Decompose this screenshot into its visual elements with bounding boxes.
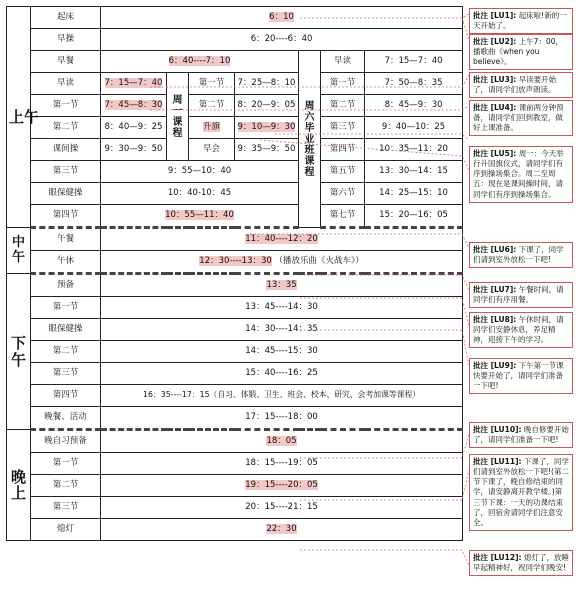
time-cell: 18：15----19：05 (101, 453, 463, 475)
row-label: 第一节 (31, 453, 101, 475)
table-row (7, 251, 463, 274)
row-label: 第四节 (31, 385, 101, 407)
saturday-label: 周六毕业班课程 (299, 51, 321, 228)
time-cell: 8：45—9：30 (365, 95, 463, 117)
row-label: 早读 (321, 51, 365, 73)
row-label: 第五节 (321, 161, 365, 183)
row-label: 早会 (189, 139, 235, 161)
time-cell: 19：15----20：05 (245, 479, 318, 490)
time-cell: 9：30—9：50 (101, 139, 167, 161)
table-row (7, 519, 463, 541)
time-cell: 9：55—10：40 (101, 161, 299, 183)
row-label: 第三节 (31, 363, 101, 385)
table-row (7, 51, 463, 73)
row-label: 午餐 (31, 228, 101, 251)
table-row (7, 475, 463, 497)
table-row (7, 407, 463, 430)
comment-box[interactable]: 批注 [LU5]: 周一：今天举行升国旗仪式，请同学们有序到操场集合。周二至周五：现在是课间操时间，请同学们有序到操场集合。 (469, 146, 573, 203)
row-label: 晚餐、活动 (31, 407, 101, 430)
time-cell: 11：40----12：20 (245, 233, 318, 244)
row-label: 第三节 (321, 117, 365, 139)
row-label: 第四节 (31, 205, 101, 228)
table-row (7, 73, 463, 95)
time-cell: 13：45----14：30 (101, 297, 463, 319)
table-row (7, 497, 463, 519)
time-cell: 8：20—9：05 (235, 95, 299, 117)
table-row (7, 274, 463, 297)
time-cell: 7：15—7：40 (104, 77, 163, 88)
row-label: 第四节 (321, 139, 365, 161)
comment-box[interactable]: 批注 [LU1]: 起床啦!新的一天开始了。 (469, 8, 573, 34)
time-cell: 7：25—8：10 (235, 73, 299, 95)
period-evening: 晚上 (7, 430, 31, 541)
row-label: 第二节 (31, 341, 101, 363)
comment-box[interactable]: 批注 [LU7]: 午餐时间，请同学们有序用餐。 (469, 282, 573, 308)
table-row (7, 183, 463, 205)
table-row (7, 453, 463, 475)
time-cell: 7：15—7：40 (365, 51, 463, 73)
row-label: 第二节 (31, 475, 101, 497)
comment-box[interactable]: 批注 [LU12]: 熄灯了，放睡早起精神好，祝同学们晚安! (469, 550, 573, 576)
row-label: 第三节 (31, 497, 101, 519)
row-label: 眼保健操 (31, 183, 101, 205)
row-label: 早餐 (31, 51, 101, 73)
time-cell: 14：30----14：35 (101, 319, 463, 341)
row-label: 第二节 (189, 95, 235, 117)
time-cell: 17：15----18：00 (101, 407, 463, 430)
table-row (7, 161, 463, 183)
time-cell: 22：30 (266, 523, 297, 534)
row-label: 预备 (31, 274, 101, 297)
time-cell: 15：40----16：25 (101, 363, 463, 385)
comment-box[interactable]: 批注 [LU8]: 午休时间，请同学们安静休息，养足精神，迎接下午的学习。 (469, 312, 573, 348)
time-cell: 9：35—9：50 (235, 139, 299, 161)
time-cell: 6：10 (269, 11, 294, 22)
row-label: 课间操 (31, 139, 101, 161)
table-row (7, 297, 463, 319)
table-row (7, 95, 463, 117)
comment-box[interactable]: 批注 [LU2]: 上午7：00，播歌曲《when you believe》。 (469, 34, 573, 70)
row-label: 第六节 (321, 183, 365, 205)
table-row (7, 319, 463, 341)
table-row (7, 29, 463, 51)
time-cell: 8：40—9：25 (101, 117, 167, 139)
time-cell: 7：45—8：30 (104, 99, 163, 110)
period-morning: 上午 (7, 7, 31, 228)
time-cell: 12：30----13：30 (199, 255, 272, 266)
time-cell: 13：35 (266, 279, 297, 290)
table-row (7, 430, 463, 453)
comment-box[interactable]: 批注 [LU10]: 晚自修要开始了，请同学们准备一下吧! (469, 422, 573, 448)
time-cell: 10：35—11：20 (365, 139, 463, 161)
table-row (7, 117, 463, 139)
row-label: 早读 (31, 73, 101, 95)
comment-box[interactable]: 批注 [LU11]: 下课了，同学们请到室外放松一下吧!(第二节下课了，晚自修结束的同学，请安静离开教学楼。)第三节下课：一天的功课结束了，回宿舍请同学们注意安全。 (469, 454, 573, 531)
table-row (7, 7, 463, 29)
time-cell: 20：15----21：15 (101, 497, 463, 519)
row-label: 第二节 (321, 95, 365, 117)
time-cell: 9：40—10：25 (365, 117, 463, 139)
row-label: 第七节 (321, 205, 365, 228)
table-row (7, 228, 463, 251)
period-noon: 中午 (7, 228, 31, 274)
schedule-document (6, 6, 462, 580)
period-afternoon: 下午 (7, 274, 31, 430)
row-label: 起床 (31, 7, 101, 29)
time-cell: 10：40-10：45 (101, 183, 299, 205)
table-row (7, 139, 463, 161)
note-text: （播放乐曲《火战车》） (274, 255, 364, 266)
row-label: 第一节 (31, 95, 101, 117)
row-label: 第二节 (31, 117, 101, 139)
row-label: 第一节 (31, 297, 101, 319)
comment-box[interactable]: 批注 [LU6]: 下课了，同学们请到室外放松一下吧! (469, 242, 573, 268)
time-cell: 6：20----6：40 (101, 29, 463, 51)
time-cell: 14：25—15：10 (365, 183, 463, 205)
table-row (7, 341, 463, 363)
table-row (7, 363, 463, 385)
row-label: 第一节 (189, 73, 235, 95)
time-cell: 14：45----15：30 (101, 341, 463, 363)
row-label: 眼保健操 (31, 319, 101, 341)
time-cell: 7：50—8：35 (365, 73, 463, 95)
row-label: 早操 (31, 29, 101, 51)
schedule-table (6, 6, 463, 541)
time-cell: 16：35----17：15（自习、体锻、卫生、班会、校本、研究、会考加课等课程） (101, 385, 463, 407)
row-label: 第一节 (321, 73, 365, 95)
comment-box[interactable]: 批注 [LU9]: 下午第一节课快要开始了，请同学们准备一下吧! (469, 358, 573, 394)
table-row (7, 385, 463, 407)
row-label: 升旗 (202, 121, 220, 132)
time-cell: 18：05 (266, 435, 297, 446)
comment-box[interactable]: 批注 [LU4]: 课前两分钟预备，请同学们回到教室，做好上课准备。 (469, 100, 573, 136)
row-label: 第三节 (31, 161, 101, 183)
row-label: 午休 (31, 251, 101, 274)
time-cell: 10：55—11：40 (165, 209, 234, 220)
row-label: 熄灯 (31, 519, 101, 541)
time-cell: 13：30—14：15 (365, 161, 463, 183)
time-cell: 15：20—16：05 (365, 205, 463, 228)
comment-box[interactable]: 批注 [LU3]: 早读要开始了，请同学们放声朗读。 (469, 72, 573, 98)
time-cell: 6：40----7：10 (168, 55, 231, 66)
monday-label: 周一课程 (167, 73, 189, 161)
table-row (7, 205, 463, 228)
row-label: 晚自习预备 (31, 430, 101, 453)
time-cell: 9：10—9：30 (237, 121, 296, 132)
